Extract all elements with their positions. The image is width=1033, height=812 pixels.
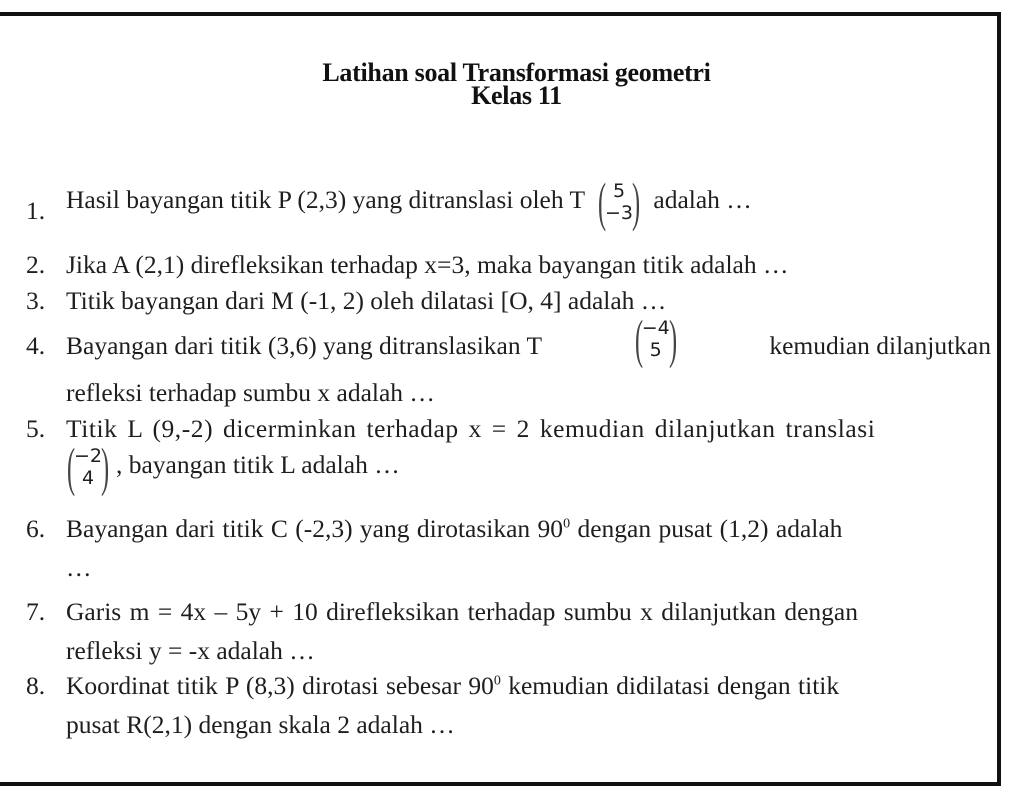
question-text: Titik bayangan dari M (-1, 2) oleh dilatasi [O, 4] adalah … — [66, 286, 667, 315]
column-vector: ( −2 4 ) — [66, 437, 110, 497]
worksheet-title: Latihan soal Transformasi geometri — [322, 58, 711, 87]
column-vector: ( −4 5 ) — [634, 309, 677, 369]
question-number: 1. — [26, 196, 46, 225]
question-text: Jika A (2,1) direfleksikan terhadap x=3, maka bayangan titik adalah … — [66, 250, 789, 279]
column-vector: ( 5 −3 ) — [597, 172, 641, 232]
worksheet-subtitle: Kelas 11 — [471, 81, 562, 110]
question-text: Hasil bayangan titik P (2,3) yang ditranslasi oleh T — [66, 184, 585, 214]
